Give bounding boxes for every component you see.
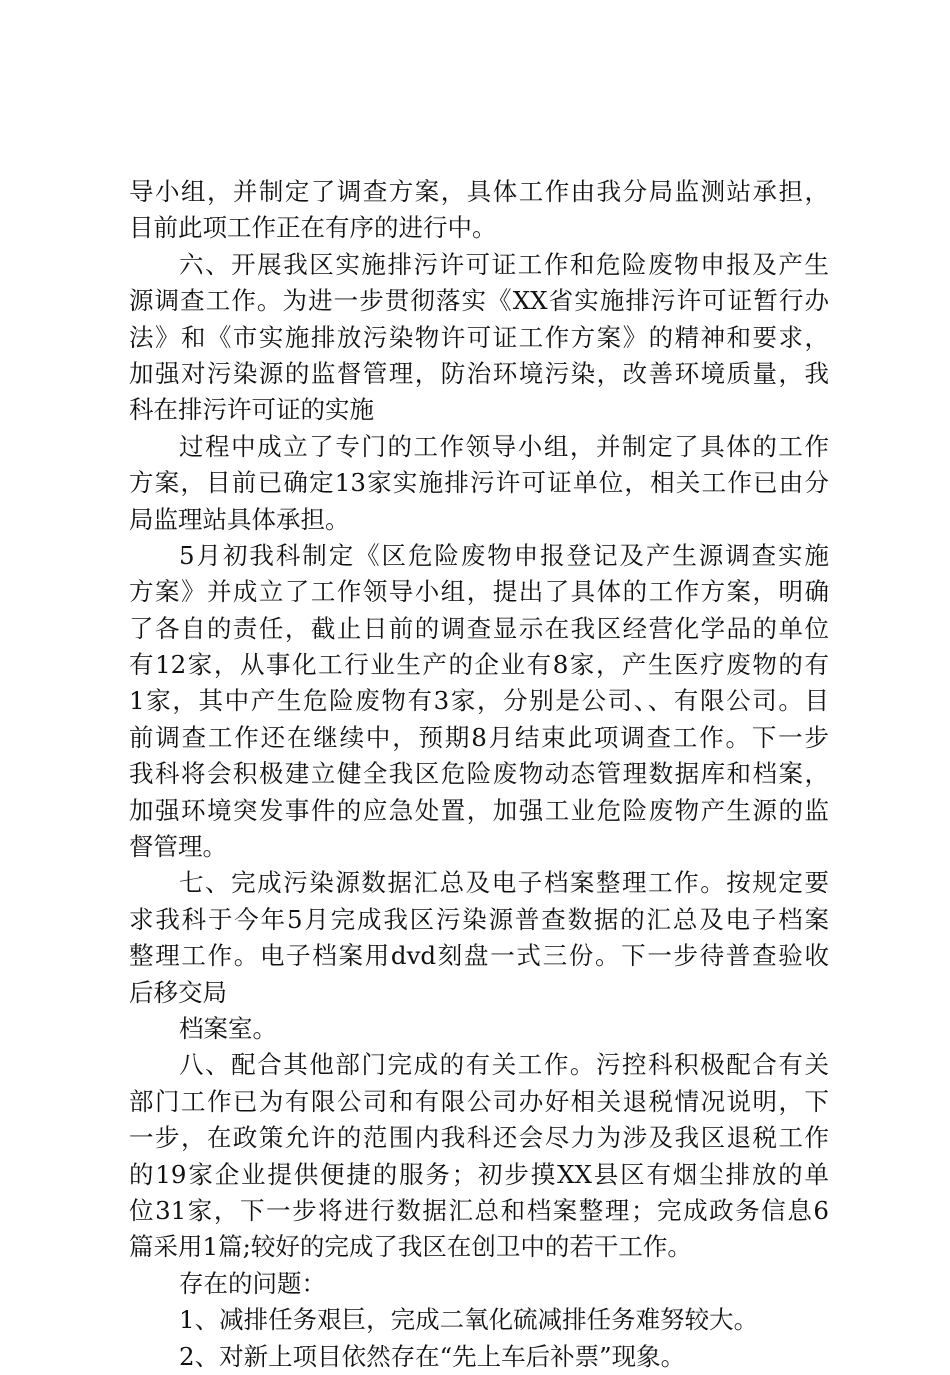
text-line: 加强对污染源的监督管理，防治环境污染，改善环境质量，我: [129, 358, 829, 388]
text-line: 督管理。: [129, 832, 227, 862]
text-line: 局监理站具体承担。: [129, 504, 350, 534]
text-line: 一步，在政策允许的范围内我科还会尽力为涉及我区退税工作: [129, 1123, 829, 1153]
text-line: 前调查工作还在继续中，预期8月结束此项调查工作。下一步: [129, 722, 829, 752]
text-line: 目前此项工作正在有序的进行中。: [129, 213, 497, 243]
text-line: 加强环境突发事件的应急处置，加强工业危险废物产生源的监: [129, 795, 829, 825]
text-line: 部门工作已为有限公司和有限公司办好相关退税情况说明，下: [129, 1086, 829, 1116]
text-line: 档案室。: [179, 1013, 277, 1043]
text-line: 我科将会积极建立健全我区危险废物动态管理数据库和档案，: [129, 759, 829, 789]
text-line: 源调查工作。为进一步贯彻落实《XX省实施排污许可证暂行办: [129, 286, 829, 316]
text-line: 1、减排任务艰巨，完成二氧化硫减排任务难努较大。: [179, 1305, 759, 1335]
document-body: [129, 174, 829, 1375]
text-line: 存在的问题：: [179, 1268, 326, 1298]
text-line: 后移交局: [129, 977, 227, 1007]
text-line: 七、完成污染源数据汇总及电子档案整理工作。按规定要: [179, 868, 829, 898]
text-line: 篇采用1篇;较好的完成了我区在创卫中的若干工作。: [129, 1232, 692, 1262]
text-line: 八、配合其他部门完成的有关工作。污控科积极配合有关: [179, 1050, 829, 1080]
text-line: 2、对新上项目依然存在“先上车后补票”现象。: [179, 1341, 686, 1371]
text-line: 求我科于今年5月完成我区污染源普查数据的汇总及电子档案: [129, 904, 829, 934]
text-line: 5月初我科制定《区危险废物申报登记及产生源调查实施: [179, 540, 829, 570]
text-line: 1家，其中产生危险废物有3家，分别是公司、、有限公司。目: [129, 686, 829, 716]
text-line: 位31家，下一步将进行数据汇总和档案整理；完成政务信息6: [129, 1195, 829, 1225]
text-line: 过程中成立了专门的工作领导小组，并制定了具体的工作: [179, 431, 829, 461]
text-line: 法》和《市实施排放污染物许可证工作方案》的精神和要求，: [129, 322, 829, 352]
text-line: 了各自的责任，截止日前的调查显示在我区经营化学品的单位: [129, 613, 829, 643]
text-line: 方案》并成立了工作领导小组，提出了具体的工作方案，明确: [129, 577, 829, 607]
text-line: 科在排污许可证的实施: [129, 395, 374, 425]
text-line: 六、开展我区实施排污许可证工作和危险废物申报及产生: [179, 249, 829, 279]
text-line: 方案，目前已确定13家实施排污许可证单位，相关工作已由分: [129, 468, 829, 498]
text-line: 导小组，并制定了调查方案，具体工作由我分局监测站承担，: [129, 177, 829, 206]
text-line: 整理工作。电子档案用dvd刻盘一式三份。下一步待普查验收: [129, 941, 829, 971]
text-line: 的19家企业提供便捷的服务；初步摸XX县区有烟尘排放的单: [129, 1159, 829, 1189]
text-line: 有12家，从事化工行业生产的企业有8家，产生医疗废物的有: [129, 650, 829, 680]
